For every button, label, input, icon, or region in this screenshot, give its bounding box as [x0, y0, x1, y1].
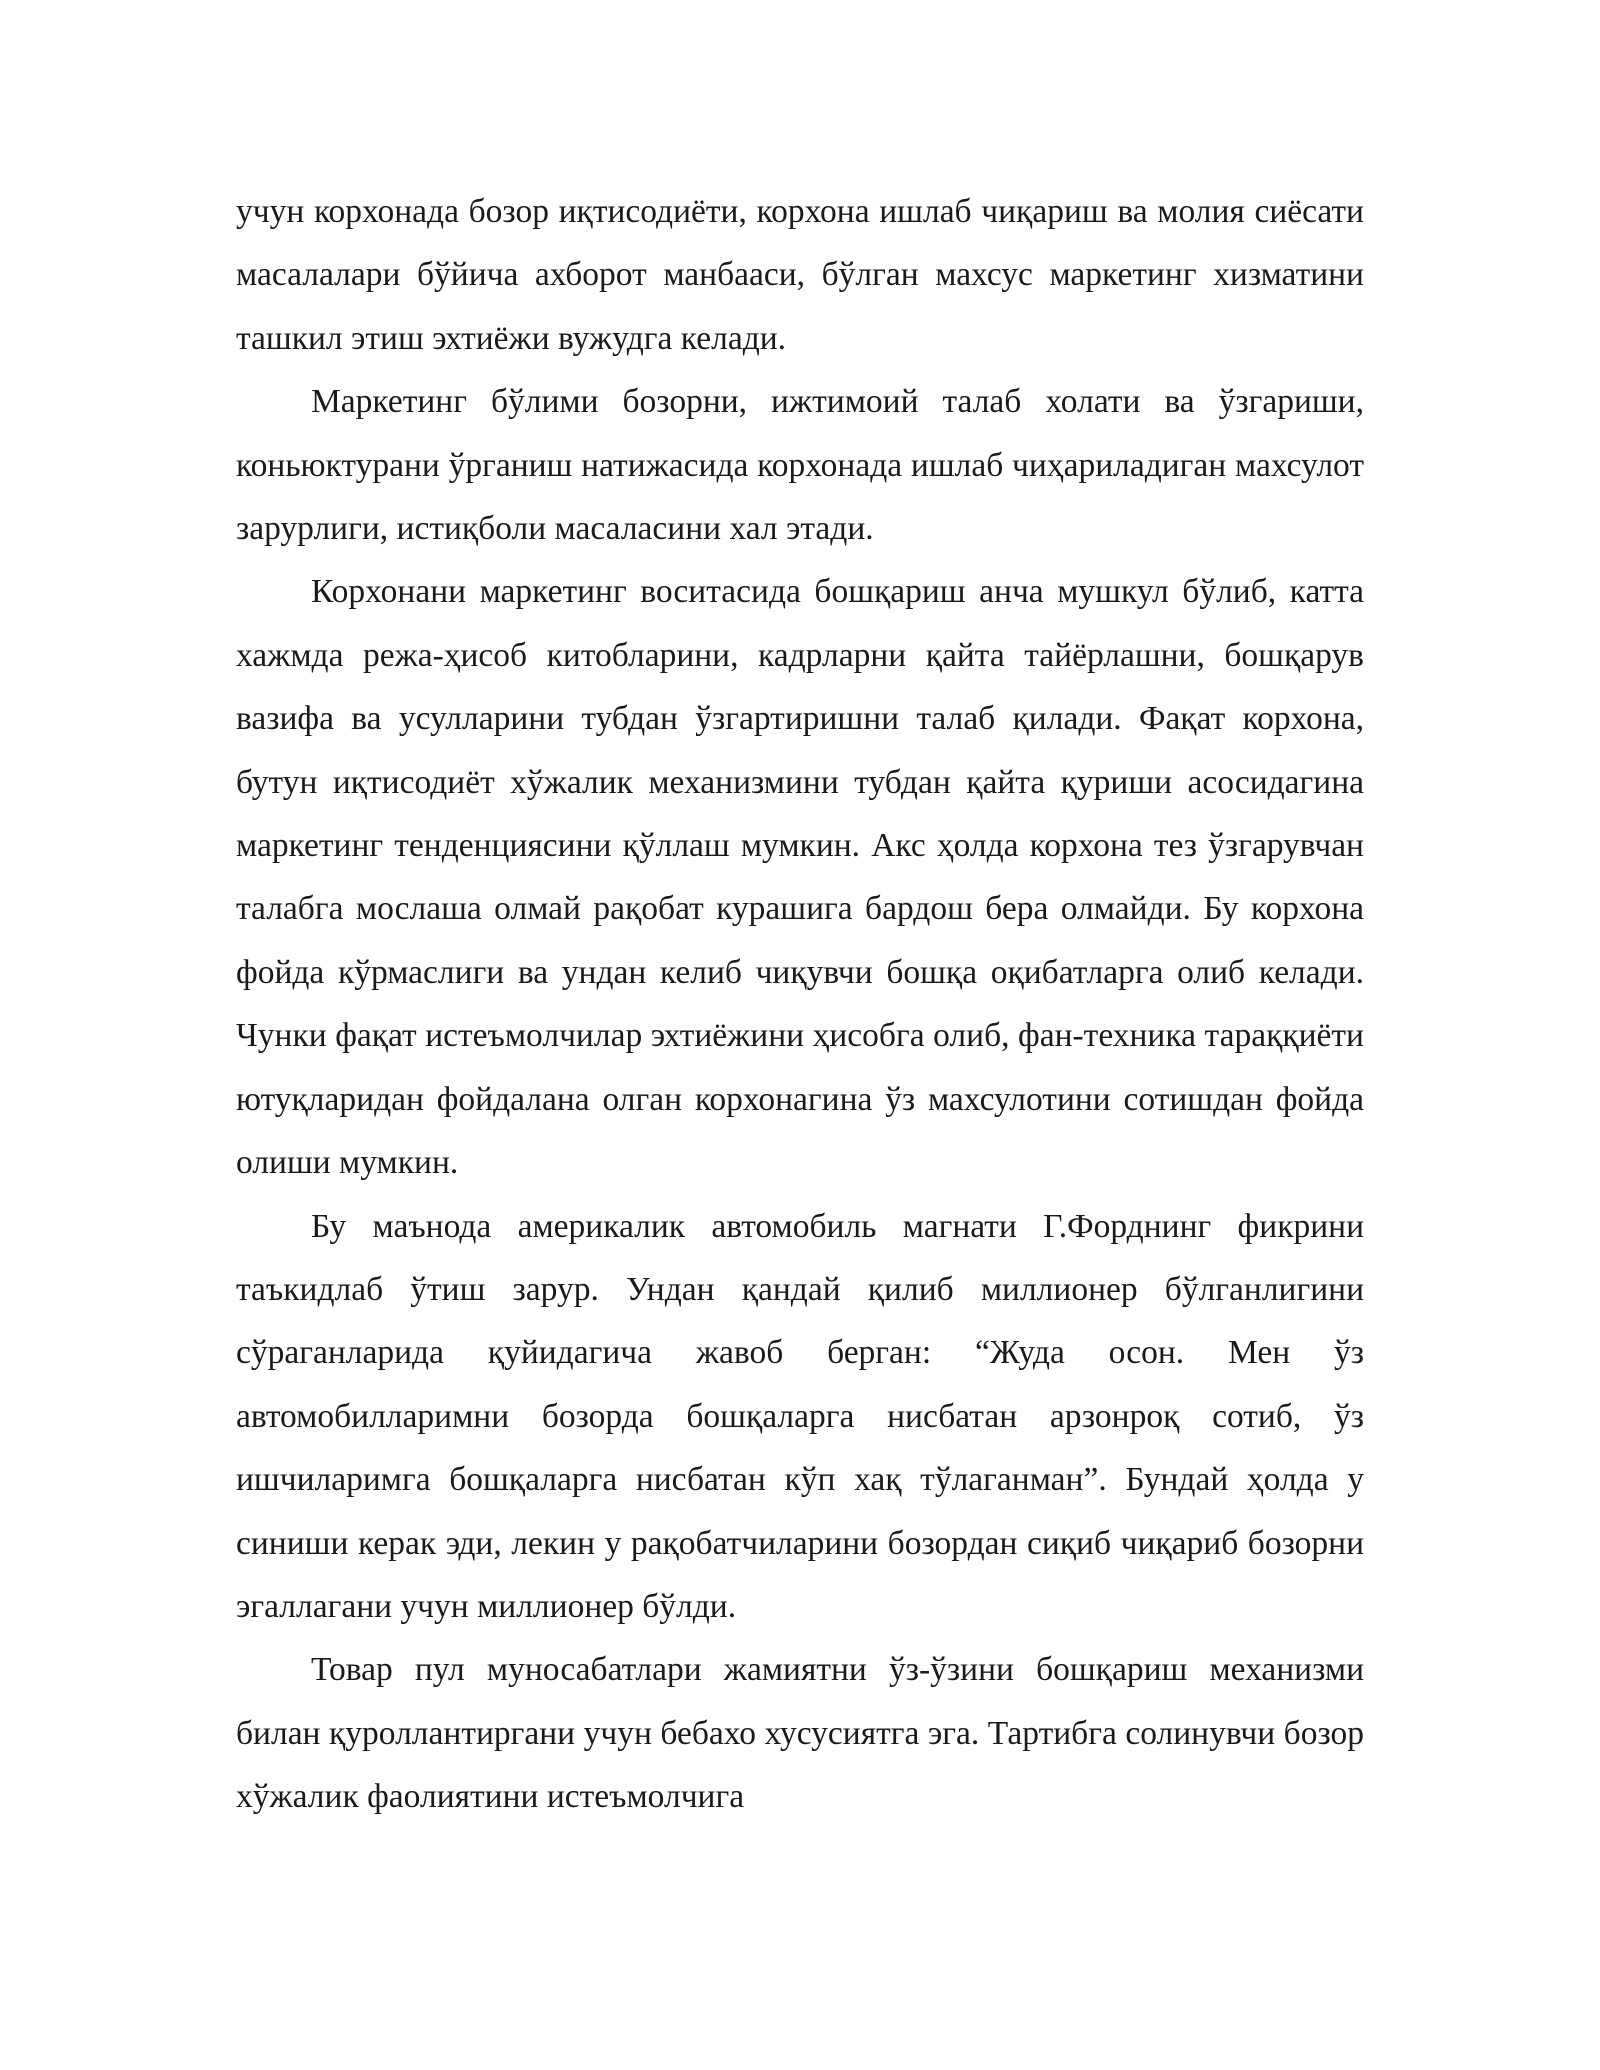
paragraph-commodity-money: Товар пул муносабатлари жамиятни ўз-ўзини бошқариш механизми билан қуроллантиргани учун бебахо хусусиятга эга. Тартибга солинувчи бозор хўжалик фаолиятини истеъмолчига [236, 1651, 1364, 1816]
paragraph-enterprise-management: Корхонани маркетинг воситасида бошқариш анча мушкул бўлиб, катта хажмда режа-ҳисоб китобларини, кадрларни қайта тайёрлашни, бошқарув вазифа ва усулларини тубдан ўзгартиришни талаб қилади. Фақат корхона, бутун иқтисодиёт хўжалик механизмини тубдан қайта қуриши асосидагина маркетинг тенденциясини қўллаш мумкин. Акс ҳолда корхона тез ўзгарувчан талабга мослаша олмай рақобат курашига бардош бера олмайди. Бу корхона фойда кўрмаслиги ва ундан келиб чиқувчи бошқа оқибатларга олиб келади. Чунки фақат истеъмолчилар эхтиёжини ҳисобга олиб, фан-техника тараққиёти ютуқларидан фойдалана олган корхонагина ўз махсулотини сотишдан фойда олиши мумкин. [236, 573, 1364, 1182]
body-text [236, 180, 1364, 1829]
paragraph-marketing-department: Маркетинг бўлими бозорни, ижтимоий талаб холати ва ўзгариши, коньюктурани ўрганиш натижасида корхонада ишлаб чиҳариладиган махсулот зарурлиги, истиқболи масаласини хал этади. [236, 383, 1364, 548]
paragraph-ford-quote: Бу маънода америкалик автомобиль магнати Г.Форднинг фикрини таъкидлаб ўтиш зарур. Ундан қандай қилиб миллионер бўлганлигини сўраганларида қуйидагича жавоб берган: “Жуда осон. Мен ўз автомобилларимни бозорда бошқаларга нисбатан арзонроқ сотиб, ўз ишчиларимга бошқаларга нисбатан кўп хақ тўлаганман”. Бундай ҳолда у синиши керак эди, лекин у рақобатчиларини бозордан сиқиб чиқариб бозорни эгаллагани учун миллионер бўлди. [236, 1207, 1364, 1625]
paragraph-continuation: учун корхонада бозор иқтисодиёти, корхона ишлаб чиқариш ва молия сиёсати масалалари бўйича ахборот манбааси, бўлган махсус маркетинг хизматини ташкил этиш эхтиёжи вужудга келади. [236, 193, 1364, 357]
